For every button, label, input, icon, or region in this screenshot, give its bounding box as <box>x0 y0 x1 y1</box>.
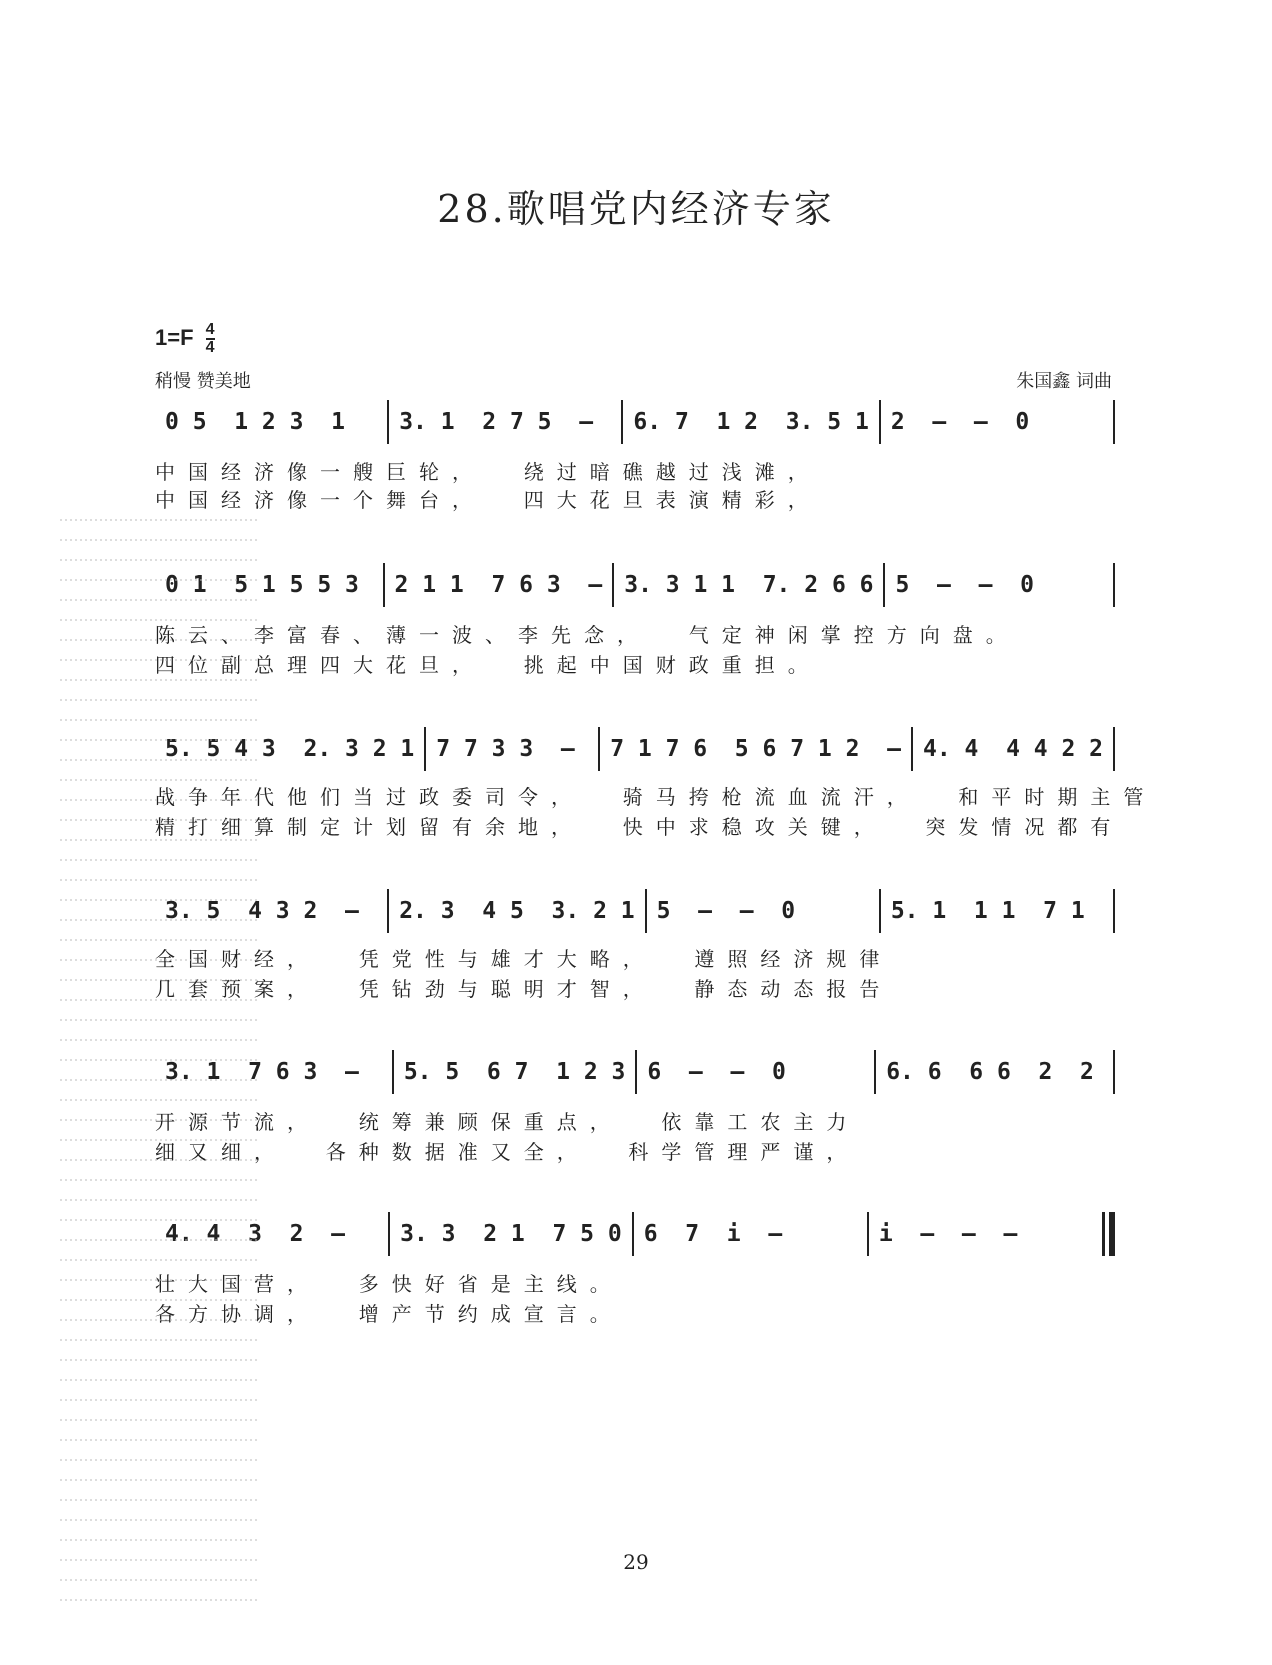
measure: 4. 4 4 4 2 2 <box>922 736 1103 762</box>
measure: 5. 1 1 1 7 1 <box>890 898 1085 924</box>
measure: 5. 5 6 7 1 2 3 <box>403 1059 626 1085</box>
measure: 4. 4 3 2 – <box>165 1221 346 1247</box>
song-title: 28.歌唱党内经济专家 <box>437 187 835 231</box>
measure: 6 7 i – <box>643 1221 783 1247</box>
time-signature <box>206 322 215 356</box>
tempo-marking: 稍慢 赞美地 <box>155 371 251 392</box>
measure: 3. 1 7 6 3 – <box>165 1059 359 1085</box>
measure: 0 5 1 2 3 1 <box>165 409 346 435</box>
measure: 0 1 5 1 5 5 3 <box>165 572 359 598</box>
bar-line <box>1113 400 1115 444</box>
page-number: 29 <box>623 1550 649 1574</box>
measure: 5. 5 4 3 2. 3 2 1 <box>165 736 415 762</box>
time-numerator: 4 <box>205 321 215 338</box>
bar-line <box>1113 727 1115 771</box>
lyric-line: 陈云、李富春、薄一波、李先念， 气定神闲掌控方向盘。 <box>155 623 1019 647</box>
measure: 2. 3 4 5 3. 2 1 <box>399 898 635 924</box>
measure: 6 – – 0 <box>647 1059 786 1085</box>
lyric-line: 细又细， 各种数据准又全， 科学管理严谨， <box>155 1140 860 1164</box>
lyric-line: 四位副总理四大花旦， 挑起中国财政重担。 <box>155 653 821 677</box>
measure: 6. 6 6 6 2 2 <box>886 1059 1094 1085</box>
measure: 3. 3 1 1 7. 2 6 6 <box>624 572 874 598</box>
bar-line <box>1113 563 1115 607</box>
lyric-line: 全国财经， 凭党性与雄才大略， 遵照经济规律 <box>155 947 893 971</box>
measure: 7 1 7 6 5 6 7 1 2 – <box>610 736 901 762</box>
measure: 7 7 3 3 – <box>436 736 575 762</box>
author-credit: 朱国鑫 词曲 <box>1016 371 1112 392</box>
lyric-line: 几套预案， 凭钻劲与聪明才智， 静态动态报告 <box>155 977 893 1001</box>
time-denominator: 4 <box>205 339 215 356</box>
measure: 6. 7 1 2 3. 5 1 <box>633 409 869 435</box>
measure: 5 – – 0 <box>895 572 1034 598</box>
lyric-line: 壮大国营， 多快好省是主线。 <box>155 1272 623 1296</box>
lyric-line: 各方协调， 增产节约成宣言。 <box>155 1302 623 1326</box>
measure: 2 1 1 7 6 3 – <box>394 572 603 598</box>
lyric-line: 中国经济像一艘巨轮， 绕过暗礁越过浅滩， <box>155 460 821 484</box>
final-bar-line-thick <box>1109 1212 1115 1256</box>
measure: 3. 5 4 3 2 – <box>165 898 359 924</box>
measure: 5 – – 0 <box>656 898 796 924</box>
lyric-line: 精打细算制定计划留有余地， 快中求稳攻关键， 突发情况都有 <box>155 815 1124 839</box>
key-signature <box>155 322 215 356</box>
lyric-line: 中国经济像一个舞台， 四大花旦表演精彩， <box>155 488 821 512</box>
lyric-line: 开源节流， 统筹兼顾保重点， 依靠工农主力 <box>155 1110 860 1134</box>
measure: i – – – <box>878 1221 1018 1247</box>
bar-line <box>1113 1050 1115 1094</box>
bar-line <box>1113 889 1115 933</box>
lyric-line: 战争年代他们当过政委司令， 骑马挎枪流血流汗， 和平时期主管 <box>155 785 1157 809</box>
final-bar-line-thin <box>1102 1212 1105 1256</box>
measure: 3. 3 2 1 7 5 0 <box>400 1221 622 1247</box>
measure: 2 – – 0 <box>890 409 1030 435</box>
key-label: 1=F <box>155 324 194 350</box>
measure: 3. 1 2 7 5 – <box>399 409 594 435</box>
